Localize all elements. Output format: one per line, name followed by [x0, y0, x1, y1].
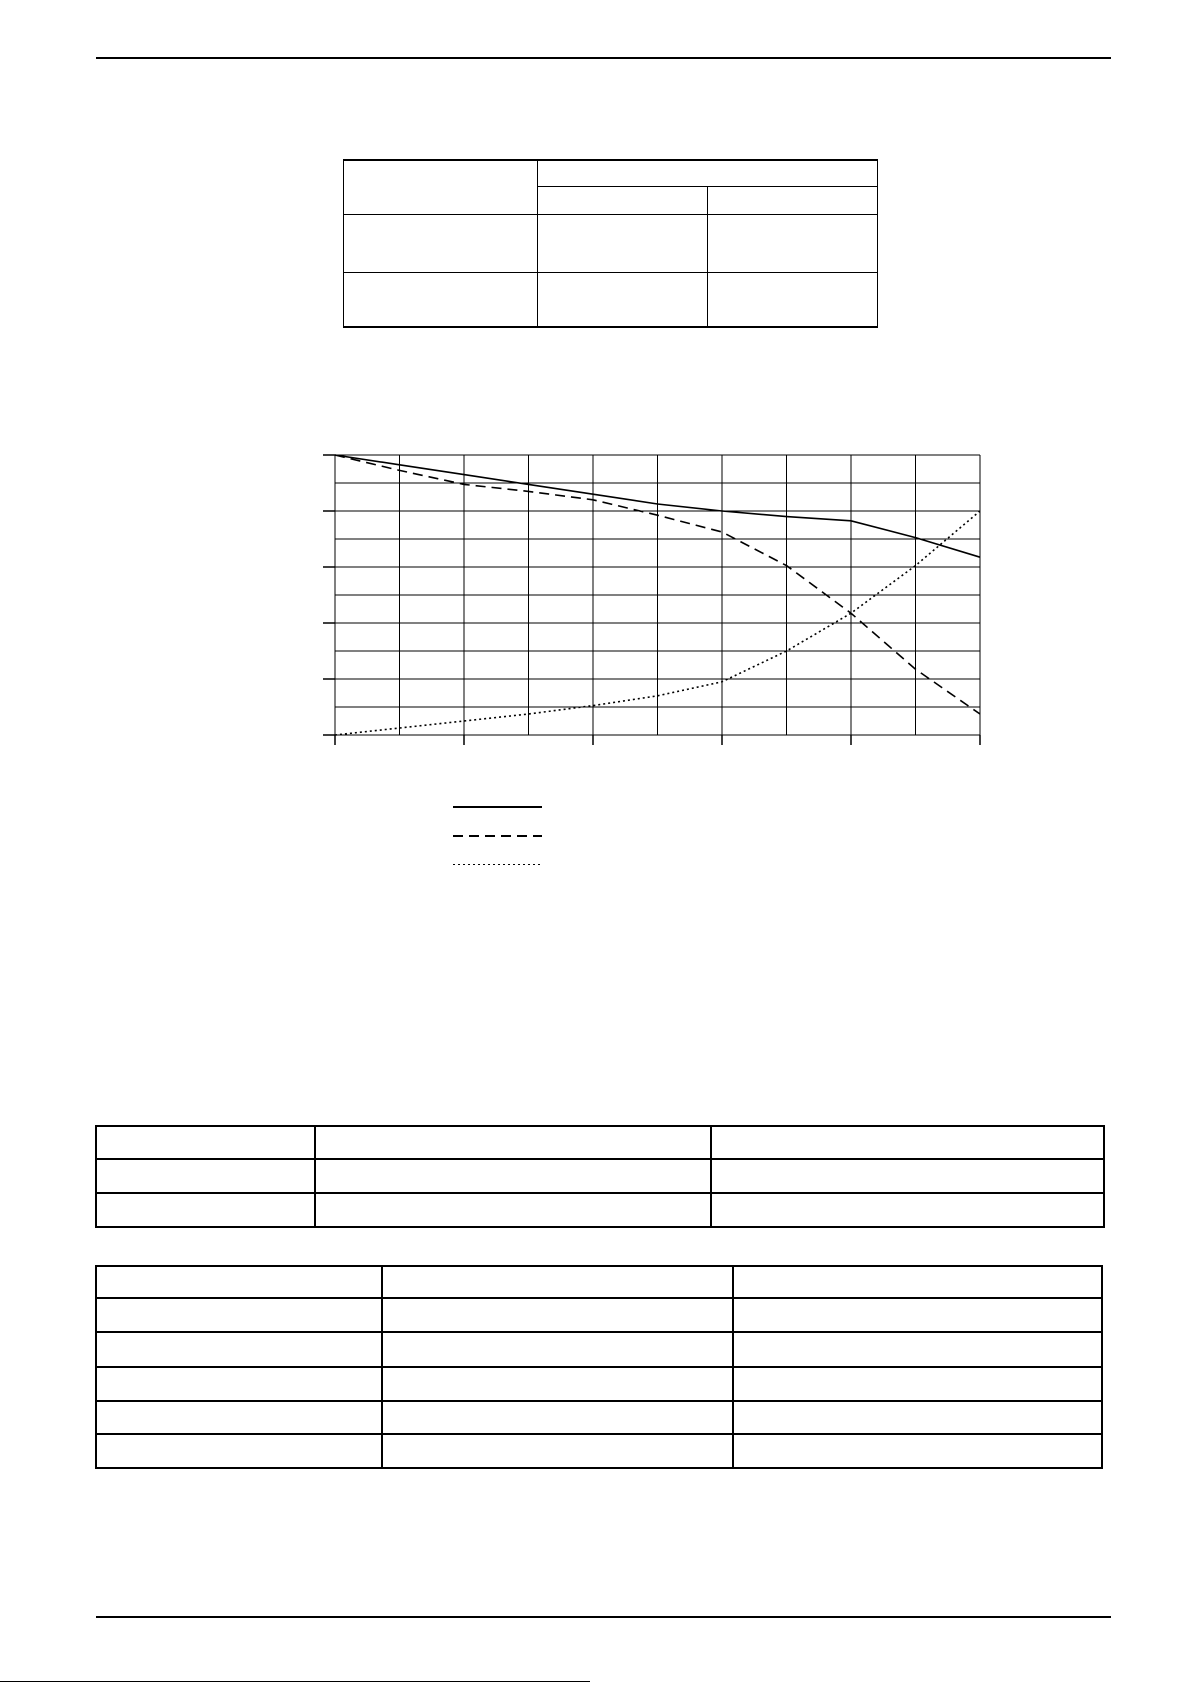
footer-rule [96, 1616, 1111, 1618]
bottom-table [95, 1265, 1103, 1469]
chart-legend [450, 795, 550, 865]
top-table [343, 159, 878, 328]
bottom-edge-rule [0, 1681, 590, 1682]
middle-table [95, 1125, 1105, 1228]
line-chart [300, 440, 990, 750]
header-rule [96, 57, 1111, 59]
